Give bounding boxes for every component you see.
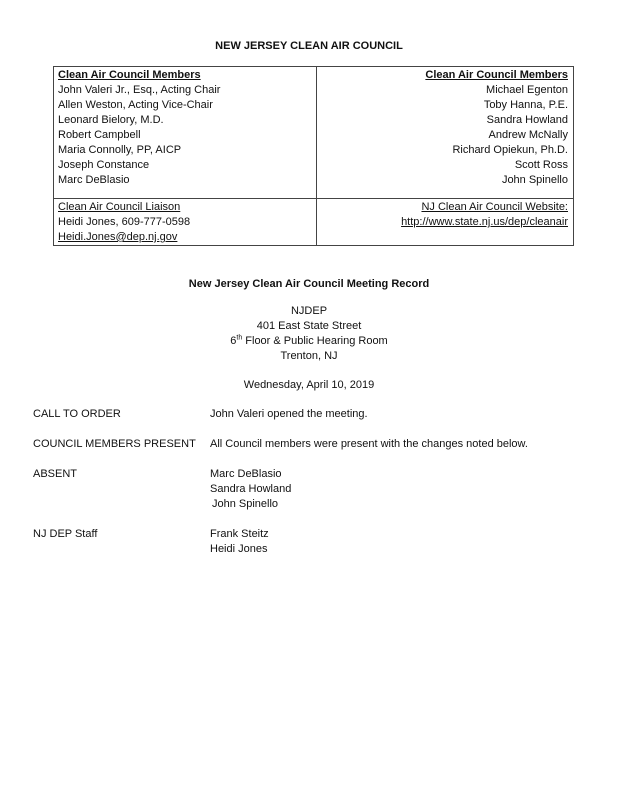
absent-name: John Spinello — [212, 498, 279, 510]
absent-name: Marc DeBlasio — [210, 468, 282, 480]
member-name: Allen Weston, Acting Vice-Chair — [58, 99, 213, 111]
left-members-heading: Clean Air Council Members — [58, 69, 201, 81]
member-name: Scott Ross — [514, 159, 568, 171]
column-divider — [316, 67, 317, 245]
floor-rest: Floor & Public Hearing Room — [242, 335, 388, 347]
meeting-record-title: New Jersey Clean Air Council Meeting Record — [188, 278, 430, 290]
address-street: 401 East State Street — [256, 320, 362, 332]
member-name: Andrew McNally — [488, 129, 568, 141]
staff-list — [210, 527, 269, 557]
document-title: NEW JERSEY CLEAN AIR COUNCIL — [215, 40, 403, 52]
member-name: Michael Egenton — [486, 84, 568, 96]
floor-suffix: th — [236, 334, 243, 342]
address-city: Trenton, NJ — [280, 350, 338, 362]
staff-name: Heidi Jones — [210, 543, 268, 555]
address-org: NJDEP — [290, 305, 328, 317]
liaison-block — [58, 200, 190, 245]
staff-name: Frank Steitz — [210, 528, 269, 540]
member-name: Richard Opiekun, Ph.D. — [452, 144, 568, 156]
website-link[interactable]: http://www.state.nj.us/dep/cleanair — [401, 216, 568, 228]
absent-label: ABSENT — [33, 468, 78, 480]
left-members-column — [58, 68, 220, 188]
website-heading: NJ Clean Air Council Website: — [421, 201, 568, 213]
floor-number: 6 — [230, 335, 237, 347]
absent-list — [210, 467, 291, 512]
call-to-order-label: CALL TO ORDER — [33, 408, 121, 420]
member-name: Maria Connolly, PP, AICP — [58, 144, 182, 156]
liaison-contact: Heidi Jones, 609-777-0598 — [58, 216, 191, 228]
present-label: COUNCIL MEMBERS PRESENT — [33, 438, 196, 450]
absent-name: Sandra Howland — [210, 483, 292, 495]
member-name: Joseph Constance — [58, 159, 150, 171]
members-table — [53, 66, 574, 246]
member-name: Leonard Bielory, M.D. — [58, 114, 164, 126]
member-name: John Spinello — [501, 174, 568, 186]
member-name: Robert Campbell — [58, 129, 141, 141]
right-members-column — [425, 68, 568, 188]
liaison-email-link[interactable]: Heidi.Jones@dep.nj.gov — [58, 231, 178, 243]
website-block — [401, 200, 568, 230]
member-name: Sandra Howland — [486, 114, 568, 126]
meeting-date: Wednesday, April 10, 2019 — [243, 379, 375, 391]
address-floor — [0, 334, 618, 349]
member-name: John Valeri Jr., Esq., Acting Chair — [58, 84, 221, 96]
staff-label: NJ DEP Staff — [33, 528, 98, 540]
row-divider — [54, 198, 573, 199]
member-name: Toby Hanna, P.E. — [483, 99, 568, 111]
liaison-heading: Clean Air Council Liaison — [58, 201, 181, 213]
right-members-heading: Clean Air Council Members — [425, 69, 568, 81]
call-to-order-value: John Valeri opened the meeting. — [210, 408, 368, 420]
member-name: Marc DeBlasio — [58, 174, 130, 186]
meeting-address — [0, 304, 618, 364]
present-value: All Council members were present with the changes noted below. — [210, 438, 528, 450]
